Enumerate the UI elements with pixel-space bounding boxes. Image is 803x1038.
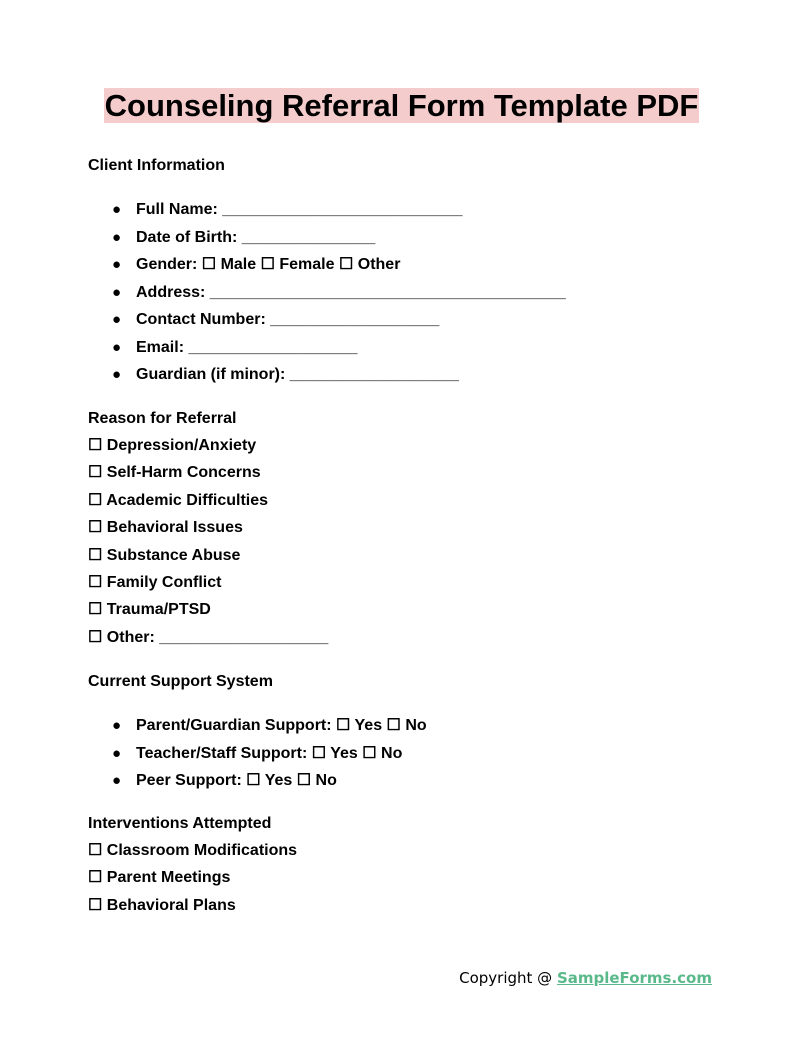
email-field: Email: ___________________ (136, 338, 358, 356)
checkbox-item: ☐ Classroom Modifications (88, 842, 298, 859)
full-name-field: Full Name: ___________________________ (136, 201, 463, 218)
current-support-system-heading: Current Support System (88, 673, 273, 690)
list-item (88, 228, 566, 256)
bullet-icon: ● (112, 228, 122, 246)
reason-for-referral-heading: Reason for Referral (88, 410, 237, 427)
parent-guardian-support-field: Parent/Guardian Support: ☐ Yes ☐ No (136, 717, 427, 734)
list-item (88, 283, 566, 311)
sampleforms-link[interactable]: SampleForms.com (556, 969, 712, 987)
list-item (88, 365, 566, 393)
guardian-field: Guardian (if minor): ___________________ (136, 366, 459, 383)
interventions-attempted-list (88, 841, 297, 923)
title-wrapper (0, 88, 803, 123)
contact-number-field: Contact Number: ___________________ (136, 311, 440, 328)
date-of-birth-field: Date of Birth: _______________ (136, 228, 376, 246)
peer-support-field: Peer Support: ☐ Yes ☐ No (136, 772, 337, 789)
client-information-list (88, 200, 566, 393)
page-title: Counseling Referral Form Template PDF (104, 88, 699, 123)
reason-for-referral-list (88, 436, 328, 655)
checkbox-item: ☐ Parent Meetings (88, 869, 231, 887)
interventions-attempted-heading: Interventions Attempted (88, 815, 272, 832)
bullet-icon: ● (112, 338, 122, 356)
checkbox-item: ☐ Behavioral Issues (88, 519, 243, 537)
list-item (88, 200, 566, 228)
bullet-icon: ● (112, 717, 122, 734)
copyright-footer (459, 968, 712, 988)
checkbox-item: ☐ Substance Abuse (88, 546, 241, 564)
checkbox-item: ☐ Depression/Anxiety (88, 437, 257, 454)
list-item (88, 255, 566, 283)
list-item (88, 310, 566, 338)
current-support-system-list (88, 716, 427, 799)
checkbox-item: ☐ Academic Difficulties (88, 491, 269, 509)
client-information-heading: Client Information (88, 157, 225, 174)
checkbox-item: ☐ Family Conflict (88, 573, 222, 591)
bullet-icon: ● (112, 366, 122, 383)
list-item (88, 744, 427, 772)
bullet-icon: ● (112, 311, 122, 328)
bullet-icon: ● (112, 256, 122, 273)
copyright-text: Copyright @ (459, 969, 557, 987)
teacher-staff-support-field: Teacher/Staff Support: ☐ Yes ☐ No (136, 744, 403, 762)
checkbox-item: ☐ Behavioral Plans (88, 896, 236, 914)
gender-field: Gender: ☐ Male ☐ Female ☐ Other (136, 256, 401, 273)
bullet-icon: ● (112, 744, 122, 762)
bullet-icon: ● (112, 201, 122, 218)
list-item (88, 716, 427, 744)
checkbox-item: ☐ Trauma/PTSD (88, 601, 211, 619)
bullet-icon: ● (112, 283, 122, 301)
checkbox-item: ☐ Other: ___________________ (88, 628, 329, 646)
checkbox-item: ☐ Self-Harm Concerns (88, 464, 261, 482)
list-item (88, 771, 427, 799)
bullet-icon: ● (112, 772, 122, 789)
address-field: Address: ________________________________________ (136, 283, 566, 301)
list-item (88, 338, 566, 366)
